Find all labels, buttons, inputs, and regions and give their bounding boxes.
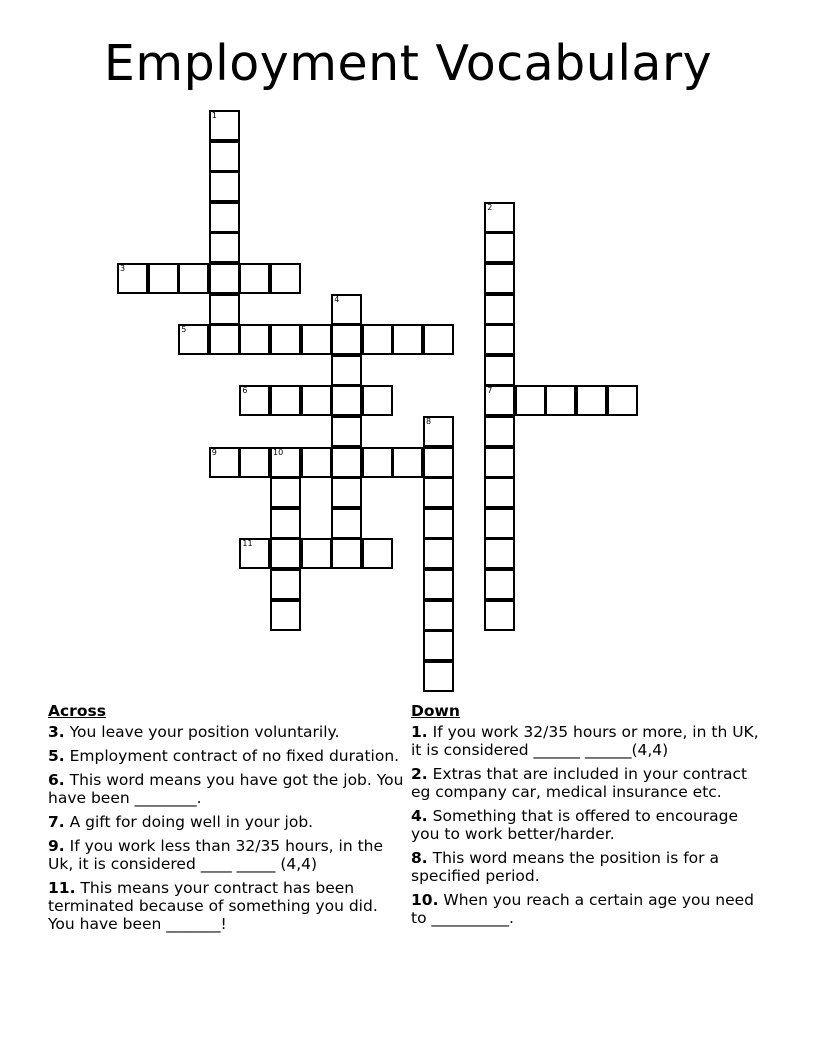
- grid-cell[interactable]: [484, 385, 515, 416]
- clue-across-11: 11. This means your contract has been terminated because of something you did. You have been _______!: [48, 879, 378, 933]
- grid-cell[interactable]: [331, 447, 362, 478]
- grid-cell[interactable]: [423, 416, 454, 447]
- grid-cell[interactable]: [209, 232, 240, 263]
- grid-cell[interactable]: [178, 324, 209, 355]
- grid-cell[interactable]: [331, 324, 362, 355]
- grid-cell[interactable]: [270, 508, 301, 539]
- grid-cell[interactable]: [148, 263, 179, 294]
- grid-cell[interactable]: [484, 508, 515, 539]
- down-clues: [411, 702, 771, 933]
- grid-cell[interactable]: [392, 324, 423, 355]
- grid-cell[interactable]: [209, 447, 240, 478]
- grid-cell[interactable]: [331, 385, 362, 416]
- grid-cell[interactable]: [423, 538, 454, 569]
- grid-cell[interactable]: [484, 600, 515, 631]
- clue-number-label: 11: [242, 539, 253, 549]
- grid-cell[interactable]: [270, 538, 301, 569]
- grid-cell[interactable]: [484, 569, 515, 600]
- clue-across-3: 3. You leave your position voluntarily.: [48, 723, 340, 741]
- grid-cell[interactable]: [178, 263, 209, 294]
- clue-number-label: 7: [487, 386, 493, 396]
- grid-cell[interactable]: [423, 661, 454, 692]
- grid-cell[interactable]: [484, 538, 515, 569]
- clue-number-label: 9: [211, 447, 217, 457]
- grid-cell[interactable]: [239, 385, 270, 416]
- clue-across-5: 5. Employment contract of no fixed duration.: [48, 747, 400, 765]
- clue-number-label: 10: [273, 447, 284, 457]
- page-title: Employment Vocabulary: [103, 35, 713, 92]
- grid-cell[interactable]: [331, 294, 362, 325]
- grid-cell[interactable]: [239, 538, 270, 569]
- grid-cell[interactable]: [607, 385, 638, 416]
- grid-cell[interactable]: [270, 600, 301, 631]
- grid-cell[interactable]: [423, 600, 454, 631]
- grid-cell[interactable]: [331, 508, 362, 539]
- grid-cell[interactable]: [270, 569, 301, 600]
- clue-number-label: 6: [242, 386, 248, 396]
- grid-cell[interactable]: [362, 538, 393, 569]
- clue-down-8: 8. This word means the position is for a specified period.: [411, 849, 719, 885]
- grid-cell[interactable]: [270, 477, 301, 508]
- grid-cell[interactable]: [239, 324, 270, 355]
- grid-cell[interactable]: [576, 385, 607, 416]
- grid-cell[interactable]: [270, 447, 301, 478]
- grid-cell[interactable]: [209, 294, 240, 325]
- grid-cell[interactable]: [423, 569, 454, 600]
- clue-number-label: 1: [211, 111, 217, 120]
- down-heading: Down: [411, 702, 460, 720]
- grid-cell[interactable]: [484, 447, 515, 478]
- clue-down-10: 10. When you reach a certain age you need to __________.: [411, 891, 755, 927]
- grid-cell[interactable]: [301, 538, 332, 569]
- clue-number-label: 2: [487, 202, 493, 212]
- across-clues: [48, 702, 408, 939]
- grid-cell[interactable]: [239, 447, 270, 478]
- grid-cell[interactable]: [362, 385, 393, 416]
- grid-cell[interactable]: [209, 263, 240, 294]
- grid-cell[interactable]: [484, 477, 515, 508]
- clue-down-2: 2. Extras that are included in your contract eg company car, medical insurance etc.: [411, 765, 748, 801]
- grid-cell[interactable]: [484, 232, 515, 263]
- grid-cell[interactable]: [239, 263, 270, 294]
- grid-cell[interactable]: [423, 477, 454, 508]
- grid-cell[interactable]: [484, 202, 515, 233]
- clue-across-6: 6. This word means you have got the job. You have been ________.: [48, 771, 404, 807]
- grid-cell[interactable]: [362, 324, 393, 355]
- clue-down-4: 4. Something that is offered to encourage you to work better/harder.: [411, 807, 739, 843]
- grid-cell[interactable]: [362, 447, 393, 478]
- grid-cell[interactable]: [270, 324, 301, 355]
- clue-across-7: 7. A gift for doing well in your job.: [48, 813, 314, 831]
- grid-cell[interactable]: [331, 355, 362, 386]
- grid-cell[interactable]: [423, 508, 454, 539]
- clue-number-label: 5: [181, 325, 187, 335]
- grid-cell[interactable]: [331, 538, 362, 569]
- grid-cell[interactable]: [270, 263, 301, 294]
- across-heading: Across: [48, 702, 106, 720]
- grid-cell[interactable]: [331, 416, 362, 447]
- grid-cell[interactable]: [484, 263, 515, 294]
- grid-cell[interactable]: [117, 263, 148, 294]
- clue-number-label: 4: [334, 294, 340, 304]
- grid-cell[interactable]: [209, 171, 240, 202]
- clue-number-label: 8: [426, 417, 432, 426]
- grid-cell[interactable]: [301, 447, 332, 478]
- grid-cell[interactable]: [209, 202, 240, 233]
- grid-cell[interactable]: [484, 294, 515, 325]
- grid-cell[interactable]: [301, 324, 332, 355]
- grid-cell[interactable]: [545, 385, 576, 416]
- clue-number-label: 3: [120, 264, 126, 273]
- grid-cell[interactable]: [484, 324, 515, 355]
- grid-cell[interactable]: [423, 630, 454, 661]
- grid-cell[interactable]: [209, 110, 240, 141]
- grid-cell[interactable]: [331, 477, 362, 508]
- clue-across-9: 9. If you work less than 32/35 hours, in the Uk, it is considered ____ _____ (4,4): [48, 837, 384, 873]
- grid-cell[interactable]: [423, 324, 454, 355]
- grid-cell[interactable]: [270, 385, 301, 416]
- grid-cell[interactable]: [484, 416, 515, 447]
- grid-cell[interactable]: [392, 447, 423, 478]
- grid-cell[interactable]: [209, 324, 240, 355]
- grid-cell[interactable]: [423, 447, 454, 478]
- grid-cell[interactable]: [484, 355, 515, 386]
- grid-cell[interactable]: [209, 141, 240, 172]
- grid-cell[interactable]: [515, 385, 546, 416]
- clue-down-1: 1. If you work 32/35 hours or more, in th UK, it is considered ______ ______(4,4): [411, 723, 759, 759]
- grid-cell[interactable]: [301, 385, 332, 416]
